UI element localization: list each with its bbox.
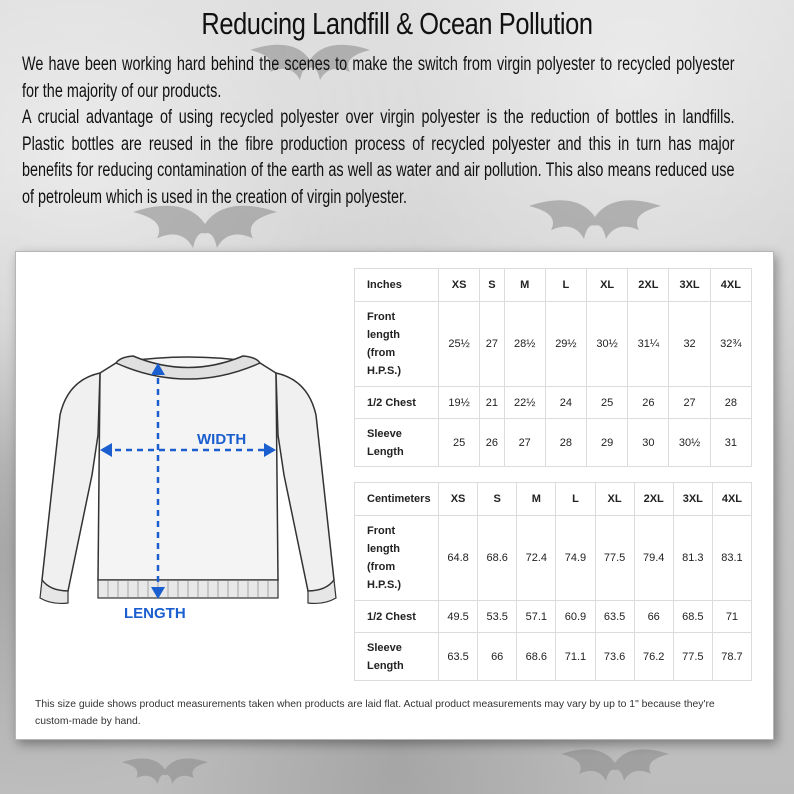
table-cell: 77.5: [595, 516, 634, 601]
table-cell: 31: [710, 419, 751, 467]
table-cell: 71.1: [556, 633, 595, 681]
table-cell: 30½: [587, 302, 628, 387]
table-cell: 66: [634, 601, 673, 633]
table-cell: 77.5: [673, 633, 712, 681]
intro-paragraph-1: We have been working hard behind the scenes to make the switch from virgin polyester to recycled polyester for the majority of our products.: [22, 54, 735, 102]
table-row: [355, 302, 752, 387]
table-cell: 73.6: [595, 633, 634, 681]
width-label: WIDTH: [197, 431, 247, 448]
table-cell: 22½: [504, 387, 545, 419]
table-cell: 53.5: [478, 601, 517, 633]
table-cell: 28½: [504, 302, 545, 387]
table-cell: 30½: [669, 419, 710, 467]
size-header: 4XL: [712, 483, 751, 516]
table-cell: 27: [669, 387, 710, 419]
sweater-diagram: [38, 355, 338, 611]
size-header: 2XL: [634, 483, 673, 516]
row-label: Sleeve Length: [355, 419, 439, 467]
measurement-note: This size guide shows product measurements taken when products are laid flat. Actual product measurements may vary by up to 1" because they're custom-made by hand.: [35, 699, 715, 727]
table-cell: 60.9: [556, 601, 595, 633]
table-cell: 63.5: [439, 633, 478, 681]
table-cell: 79.4: [634, 516, 673, 601]
size-header: L: [556, 483, 595, 516]
table-cell: 68.6: [478, 516, 517, 601]
table-cell: 76.2: [634, 633, 673, 681]
table-header-row: [355, 269, 752, 302]
table-cell: 71: [712, 601, 751, 633]
intro-paragraph-2: A crucial advantage of using recycled polyester over virgin polyester is the reduction of bottles in landfills. Plastic bottles are reused in the fibre production process of recycled polyester and this in turn has major benefits for reducing contamination of the earth as well as water and air pollution. This also means reduced use of petroleum which is used in the creation of virgin polyester.: [22, 107, 735, 208]
size-header: 2XL: [628, 269, 669, 302]
sweater-illustration: [38, 355, 338, 611]
table-cell: 25: [439, 419, 480, 467]
row-label: 1/2 Chest: [355, 387, 439, 419]
table-cell: 25½: [439, 302, 480, 387]
table-cell: 72.4: [517, 516, 556, 601]
table-cell: 21: [480, 387, 504, 419]
bat-silhouette-icon: [120, 755, 210, 791]
row-label: Front length (from H.P.S.): [355, 302, 439, 387]
table-header-row: [355, 483, 752, 516]
unit-header: Centimeters: [355, 483, 439, 516]
size-header: XL: [587, 269, 628, 302]
page-title: Reducing Landfill & Ocean Pollution: [201, 6, 593, 41]
size-header: XL: [595, 483, 634, 516]
table-cell: 32: [669, 302, 710, 387]
size-header: S: [480, 269, 504, 302]
table-cell: 57.1: [517, 601, 556, 633]
table-cell: 28: [545, 419, 586, 467]
table-cell: 25: [587, 387, 628, 419]
size-header: M: [517, 483, 556, 516]
row-label: Sleeve Length: [355, 633, 439, 681]
length-label: LENGTH: [124, 605, 186, 622]
table-cell: 29: [587, 419, 628, 467]
table-cell: 32¾: [710, 302, 751, 387]
table-cell: 63.5: [595, 601, 634, 633]
size-header: XS: [439, 269, 480, 302]
table-cell: 27: [480, 302, 504, 387]
table-cell: 28: [710, 387, 751, 419]
size-header: S: [478, 483, 517, 516]
table-cell: 66: [478, 633, 517, 681]
table-cell: 64.8: [439, 516, 478, 601]
table-cell: 26: [480, 419, 504, 467]
table-row: [355, 419, 752, 467]
table-cell: 74.9: [556, 516, 595, 601]
table-row: [355, 387, 752, 419]
table-cell: 30: [628, 419, 669, 467]
unit-header: Inches: [355, 269, 439, 302]
row-label: 1/2 Chest: [355, 601, 439, 633]
intro-text: [22, 52, 735, 211]
table-row: [355, 633, 752, 681]
inches-size-table: [354, 268, 752, 467]
table-cell: 78.7: [712, 633, 751, 681]
table-cell: 68.6: [517, 633, 556, 681]
table-cell: 81.3: [673, 516, 712, 601]
size-header: M: [504, 269, 545, 302]
bat-silhouette-icon: [560, 745, 670, 790]
centimeters-size-table: [354, 482, 752, 681]
table-cell: 83.1: [712, 516, 751, 601]
size-header: L: [545, 269, 586, 302]
size-header: XS: [439, 483, 478, 516]
size-header: 4XL: [710, 269, 751, 302]
table-row: [355, 516, 752, 601]
table-cell: 24: [545, 387, 586, 419]
size-header: 3XL: [669, 269, 710, 302]
size-header: 3XL: [673, 483, 712, 516]
table-cell: 31¼: [628, 302, 669, 387]
table-cell: 19½: [439, 387, 480, 419]
table-row: [355, 601, 752, 633]
table-cell: 49.5: [439, 601, 478, 633]
table-cell: 26: [628, 387, 669, 419]
row-label: Front length (from H.P.S.): [355, 516, 439, 601]
table-cell: 27: [504, 419, 545, 467]
table-cell: 29½: [545, 302, 586, 387]
table-cell: 68.5: [673, 601, 712, 633]
